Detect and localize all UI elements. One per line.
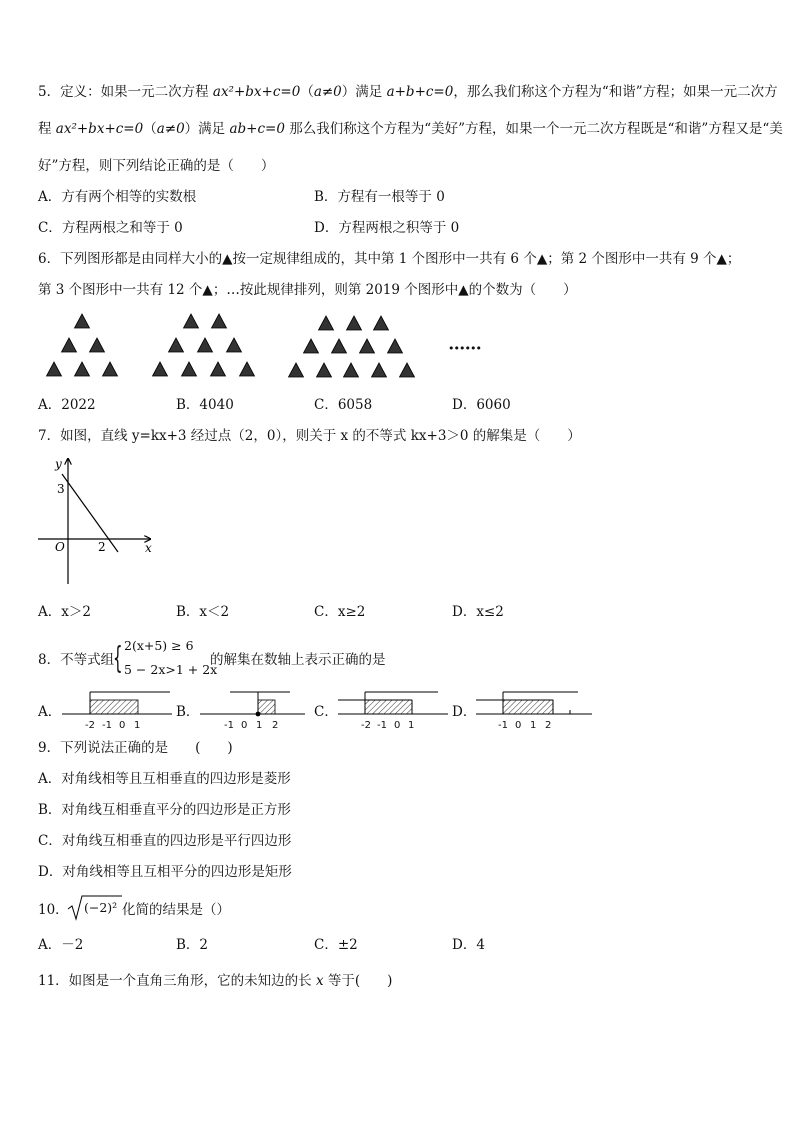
svg-text:2: 2	[545, 720, 552, 731]
origin-label: O	[55, 540, 65, 554]
svg-text:1: 1	[256, 720, 263, 731]
q7-line1: 7．如图，直线 y=kx+3 经过点（2，0），则关于 x 的不等式 kx+3＞0 的解集是（ ）	[38, 428, 581, 444]
q8-inequality-1: 2(x+5) ≥ 6	[124, 638, 194, 653]
svg-text:-1: -1	[224, 720, 234, 731]
q10-option-b[interactable]: B．2	[176, 937, 209, 953]
q8-brace: {	[113, 641, 123, 676]
q8-option-a[interactable]: A．	[38, 704, 62, 720]
svg-text:-1: -1	[102, 720, 112, 731]
q8-suffix: 的解集在数轴上表示正确的是	[210, 652, 386, 668]
q6-option-c[interactable]: C．6058	[314, 397, 373, 413]
x-intercept-label: 2	[98, 540, 106, 554]
svg-text:1: 1	[134, 720, 141, 731]
q10-option-c[interactable]: C．±2	[314, 937, 358, 953]
q6-line2: 第 3 个图形中一共有 12 个▲；…按此规律排列，则第 2019 个图形中▲的个数为（ ）	[38, 282, 577, 298]
q10-radicand: (−2)²	[84, 900, 118, 915]
q7-option-a[interactable]: A．x＞2	[38, 604, 91, 620]
q5-option-c[interactable]: C．方程两根之和等于 0	[38, 220, 183, 236]
q10-number: 10．	[38, 902, 69, 918]
q10-option-d[interactable]: D．4	[452, 937, 485, 953]
y-axis-label: y	[55, 457, 62, 471]
q11-line1: 11．如图是一个直角三角形，它的未知边的长 x 等于( )	[38, 973, 393, 989]
q5-option-a[interactable]: A．方有两个相等的实数根	[38, 189, 197, 205]
q5-line3: 好”方程，则下列结论正确的是（ ）	[38, 158, 275, 174]
ellipsis-dots: ••••••	[448, 342, 481, 355]
q5-line1: 5．定义：如果一元二次方程 ax²+bx+c=0（a≠0）满足 a+b+c=0，那么我们称这个方程为“和谐”方程；如果一元二次方	[38, 84, 778, 100]
q7-option-d[interactable]: D．x≤2	[452, 604, 504, 620]
q6-option-b[interactable]: B．4040	[176, 397, 234, 413]
svg-text:-1: -1	[498, 720, 508, 731]
q5-option-d[interactable]: D．方程两根之积等于 0	[314, 220, 460, 236]
q9-line1: 9．下列说法正确的是 ( )	[38, 740, 233, 756]
svg-text:2: 2	[272, 720, 279, 731]
x-axis-label: x	[145, 541, 152, 555]
q6-option-a[interactable]: A．2022	[38, 397, 96, 413]
svg-text:-2: -2	[85, 720, 95, 731]
svg-text:-1: -1	[377, 720, 387, 731]
q6-line1: 6．下列图形都是由同样大小的▲按一定规律组成的，其中第 1 个图形中一共有 6 个▲；第 2 个图形中一共有 9 个▲；	[38, 251, 741, 267]
q5-option-b[interactable]: B．方程有一根等于 0	[314, 189, 445, 205]
svg-text:0: 0	[119, 720, 126, 731]
svg-text:1: 1	[530, 720, 537, 731]
q9-option-d[interactable]: D．对角线相等且互相平分的四边形是矩形	[38, 864, 292, 880]
q7-option-c[interactable]: C．x≥2	[314, 604, 366, 620]
q8-option-d[interactable]: D．	[452, 704, 477, 720]
q9-option-b[interactable]: B．对角线互相垂直平分的四边形是正方形	[38, 802, 291, 818]
y-intercept-label: 3	[57, 482, 65, 496]
q10-rest: 化简的结果是（）	[122, 902, 230, 918]
svg-text:1: 1	[408, 720, 415, 731]
svg-text:0: 0	[241, 720, 248, 731]
q6-option-d[interactable]: D．6060	[452, 397, 511, 413]
svg-text:-2: -2	[361, 720, 371, 731]
svg-text:0: 0	[515, 720, 522, 731]
q5-line2: 程 ax²+bx+c=0（a≠0）满足 ab+c=0 那么我们称这个方程为“美好”方程，如果一个一元二次方程既是“和谐”方程又是“美	[38, 121, 783, 137]
q8-option-b[interactable]: B．	[176, 704, 200, 720]
q8-prefix: 8．不等式组	[38, 652, 115, 668]
q9-option-c[interactable]: C．对角线互相垂直的四边形是平行四边形	[38, 833, 292, 849]
q8-option-c[interactable]: C．	[314, 704, 338, 720]
q7-option-b[interactable]: B．x＜2	[176, 604, 230, 620]
q9-option-a[interactable]: A．对角线相等且互相垂直的四边形是菱形	[38, 771, 291, 787]
svg-text:0: 0	[394, 720, 401, 731]
q8-inequality-2: 5 − 2x>1 + 2x	[124, 662, 218, 677]
q10-option-a[interactable]: A．－2	[38, 937, 84, 953]
